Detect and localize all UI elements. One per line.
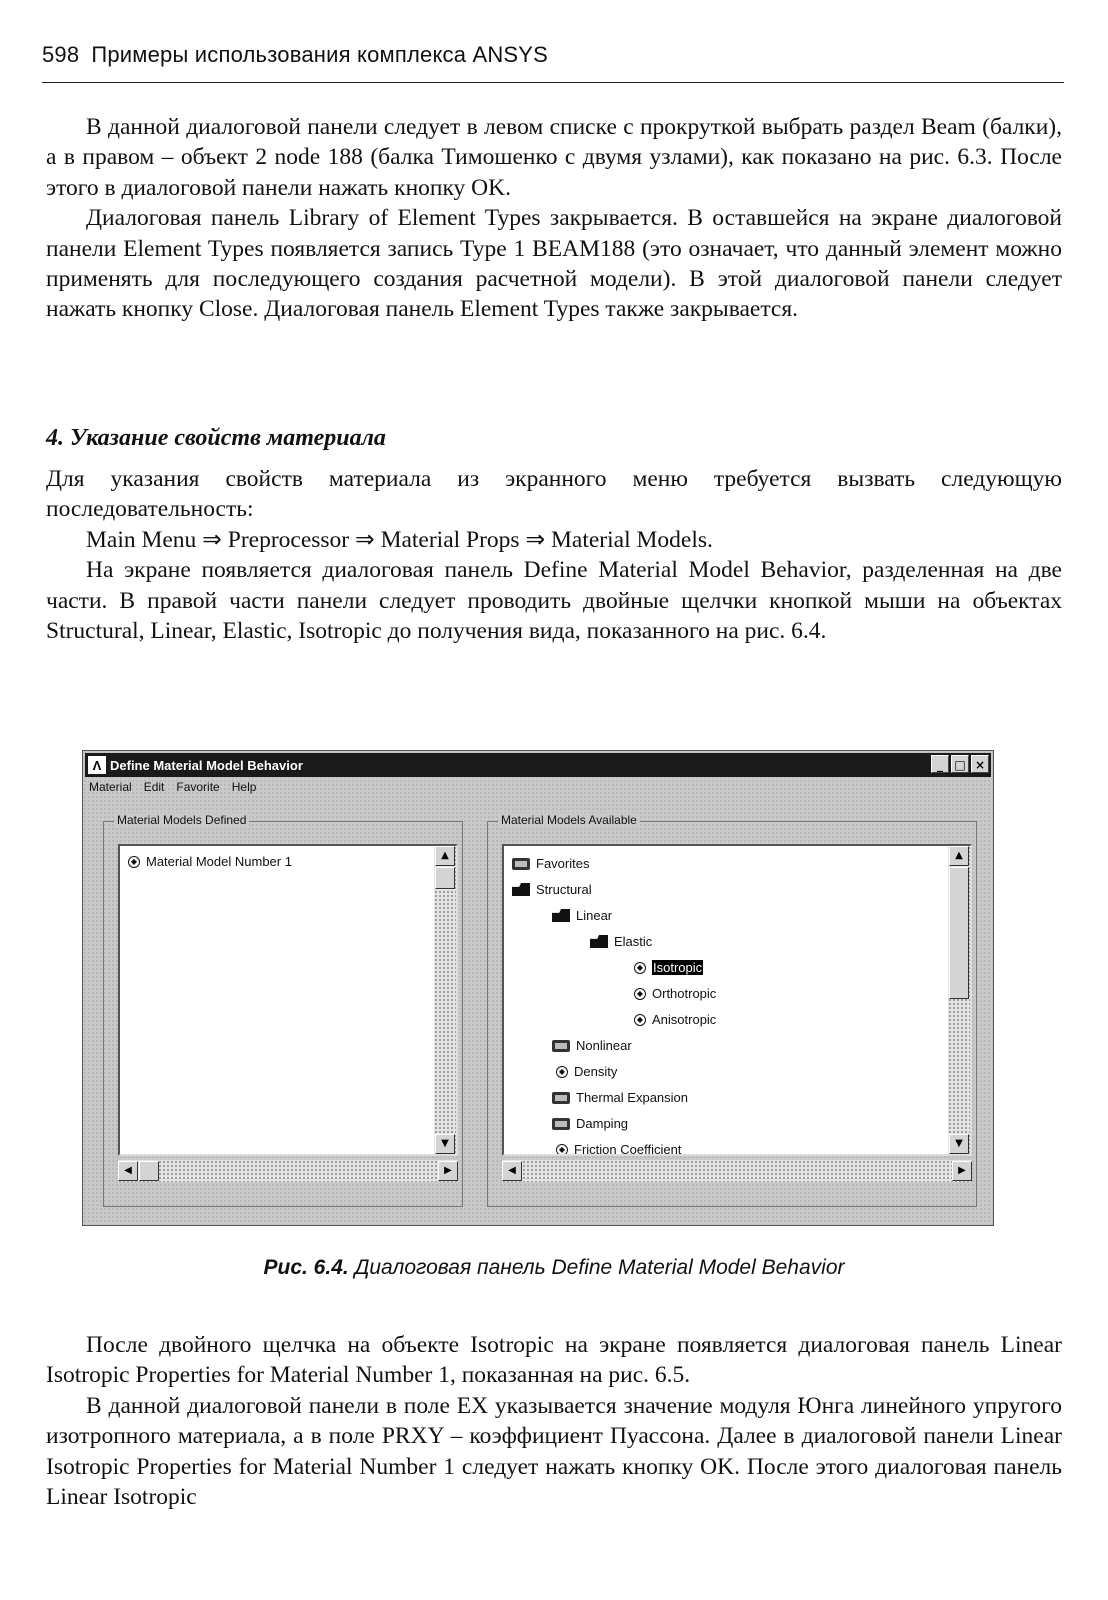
right-vertical-scrollbar[interactable] bbox=[948, 846, 970, 1154]
folder-icon bbox=[552, 1118, 570, 1130]
page-number: 598 bbox=[42, 42, 80, 67]
models-available-legend: Material Models Available bbox=[498, 813, 640, 827]
figure-label: Рис. 6.4. bbox=[263, 1256, 349, 1279]
paragraph: Диалоговая панель Library of Element Types закрывается. В оставшейся на экране диалоговой панели Element Types появляется запись Type 1 BEAM188 (это означает, что данный элемент можно применять для последующего создания расчетной модели). В этой диалоговой панели следует нажать кнопку Close. Диалоговая панель Element Types также закрывается. bbox=[46, 205, 1062, 323]
folder-icon bbox=[552, 1092, 570, 1104]
menu-material[interactable]: Material bbox=[89, 780, 132, 794]
maximize-button[interactable]: □ bbox=[951, 755, 969, 773]
scroll-thumb[interactable] bbox=[435, 867, 455, 889]
folder-icon bbox=[552, 1040, 570, 1052]
menu-edit[interactable]: Edit bbox=[143, 780, 165, 794]
tree-node-label: Friction Coefficient bbox=[574, 1142, 682, 1156]
scroll-right-button[interactable]: ▶ bbox=[438, 1161, 458, 1181]
paragraph: На экране появляется диалоговая панель Define Material Model Behavior, разделенная на две части. В правой части панели следует проводить двойные щелчки кнопкой мыши на объектах Structural, Linear, Elastic, Isotropic до получения вида, показанного на рис. 6.4. bbox=[46, 557, 1062, 645]
scroll-up-button[interactable]: ▲ bbox=[949, 846, 969, 866]
tree-node-favorites[interactable] bbox=[512, 856, 589, 871]
paragraph: После двойного щелчка на объекте Isotropic на экране появляется диалоговая панель Linear Isotropic Properties for Material Number 1, показанная на рис. 6.5. bbox=[46, 1332, 1062, 1389]
tree-node-label: Density bbox=[574, 1064, 618, 1079]
window-title: Define Material Model Behavior bbox=[110, 757, 303, 773]
tree-node-label: Elastic bbox=[614, 934, 653, 949]
models-available-tree[interactable] bbox=[502, 844, 972, 1156]
tree-node-structural[interactable] bbox=[512, 882, 592, 897]
tree-node-orthotropic[interactable] bbox=[634, 986, 716, 1001]
running-title: Примеры использования комплекса ANSYS bbox=[91, 42, 549, 67]
models-defined-group bbox=[103, 813, 463, 1207]
material-icon: ◆ bbox=[128, 856, 140, 868]
right-horizontal-scrollbar[interactable] bbox=[502, 1160, 972, 1182]
tree-node-density[interactable] bbox=[556, 1064, 617, 1079]
left-horizontal-scrollbar[interactable] bbox=[118, 1160, 458, 1182]
material-icon: ◆ bbox=[634, 1014, 646, 1026]
tree-node-label: Damping bbox=[576, 1116, 629, 1131]
menu-favorite[interactable]: Favorite bbox=[176, 780, 220, 794]
top-text-block bbox=[46, 112, 1062, 325]
paragraph: В данной диалоговой панели в поле EX указывается значение модуля Юнга линейного упругого изотропного материала, а в поле PRXY – коэффициент Пуассона. Далее в диалоговой панели Linear Isotropic Properties for Material Number 1 следует нажать кнопку OK. После этого диалоговая панель Linear Isotropic bbox=[46, 1392, 1062, 1511]
scroll-right-button[interactable]: ▶ bbox=[952, 1161, 972, 1181]
header-rule bbox=[42, 82, 1064, 83]
tree-node-thermal-expansion[interactable] bbox=[552, 1090, 688, 1105]
page-header bbox=[42, 42, 1062, 76]
figure-caption bbox=[0, 1256, 1108, 1280]
menu-help[interactable]: Help bbox=[231, 780, 257, 794]
open-folder-icon bbox=[512, 883, 530, 896]
tree-node-label: Structural bbox=[536, 882, 592, 897]
define-material-model-window bbox=[82, 750, 994, 1226]
tree-node-label-selected: Isotropic bbox=[653, 960, 703, 975]
bottom-text-block bbox=[46, 1330, 1062, 1512]
models-available-group bbox=[487, 813, 977, 1207]
tree-node-anisotropic[interactable] bbox=[634, 1012, 716, 1027]
tree-node-nonlinear[interactable] bbox=[552, 1038, 632, 1053]
tree-node-label: Favorites bbox=[536, 856, 590, 871]
menu-path: Main Menu ⇒ Preprocessor ⇒ Material Props ⇒ Material Models. bbox=[86, 526, 713, 553]
ansys-logo-icon: Λ bbox=[88, 756, 106, 774]
section-heading: 4. Указание свойств материала bbox=[46, 425, 386, 451]
figure-caption-text: Диалоговая панель Define Material Model Behavior bbox=[354, 1256, 845, 1279]
list-item-label: Material Model Number 1 bbox=[146, 854, 292, 869]
material-icon: ◆ bbox=[634, 988, 646, 1000]
scroll-thumb[interactable] bbox=[139, 1161, 159, 1181]
open-folder-icon bbox=[590, 935, 608, 948]
tree-node-friction-coefficient[interactable] bbox=[556, 1142, 681, 1156]
close-button[interactable]: × bbox=[971, 755, 989, 773]
paragraph: Для указания свойств материала из экранного меню требуется вызвать следующую последовательность: bbox=[46, 466, 1062, 523]
tree-node-linear[interactable] bbox=[552, 908, 612, 923]
scroll-down-button[interactable]: ▼ bbox=[435, 1134, 455, 1154]
scroll-left-button[interactable]: ◀ bbox=[502, 1161, 522, 1181]
scroll-thumb[interactable] bbox=[949, 867, 969, 999]
paragraph: В данной диалоговой панели следует в левом списке с прокруткой выбрать раздел Beam (балки), а в правом – объект 2 node 188 (балка Тимошенко с двумя узлами), как показано на рис. 6.3. После этого в диалоговой панели нажать кнопку OK. bbox=[46, 114, 1062, 201]
window-titlebar[interactable] bbox=[85, 753, 991, 777]
material-icon: ◆ bbox=[634, 962, 646, 974]
minimize-button[interactable]: _ bbox=[931, 755, 949, 773]
tree-node-label: Anisotropic bbox=[652, 1012, 717, 1027]
tree-node-label: Orthotropic bbox=[652, 986, 717, 1001]
tree-node-elastic[interactable] bbox=[590, 934, 652, 949]
scroll-left-button[interactable]: ◀ bbox=[118, 1161, 138, 1181]
list-item[interactable] bbox=[128, 854, 292, 869]
material-icon: ◆ bbox=[556, 1066, 568, 1078]
material-icon: ◆ bbox=[556, 1144, 568, 1156]
window-controls bbox=[931, 755, 989, 773]
tree-node-damping[interactable] bbox=[552, 1116, 628, 1131]
tree-node-label: Thermal Expansion bbox=[576, 1090, 688, 1105]
models-defined-legend: Material Models Defined bbox=[114, 813, 249, 827]
left-vertical-scrollbar[interactable] bbox=[434, 846, 456, 1154]
folder-icon bbox=[512, 858, 530, 870]
tree-node-label: Linear bbox=[576, 908, 613, 923]
open-folder-icon bbox=[552, 909, 570, 922]
tree-node-label: Nonlinear bbox=[576, 1038, 632, 1053]
menu-bar bbox=[89, 780, 256, 800]
models-defined-list[interactable] bbox=[118, 844, 458, 1156]
scroll-up-button[interactable]: ▲ bbox=[435, 846, 455, 866]
scroll-down-button[interactable]: ▼ bbox=[949, 1134, 969, 1154]
tree-node-isotropic[interactable] bbox=[634, 960, 703, 975]
middle-text-block bbox=[46, 464, 1062, 646]
